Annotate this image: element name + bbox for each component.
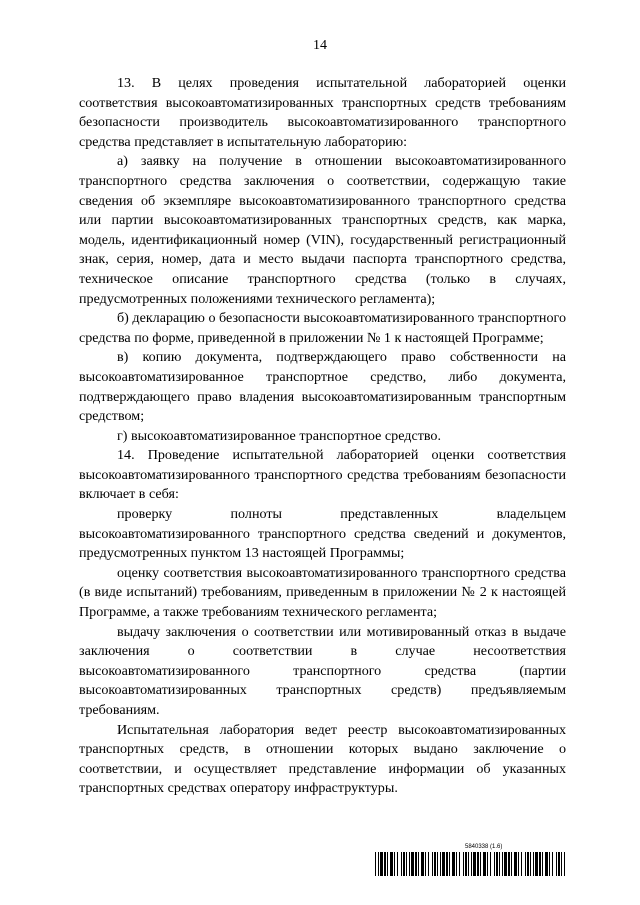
barcode-bar <box>473 852 476 876</box>
barcode-bar <box>452 852 455 876</box>
barcode-bar <box>375 852 376 876</box>
barcode-bar <box>463 852 464 876</box>
barcode-bar <box>494 852 495 876</box>
paragraph-14-assess: оценку соответствия высокоавтоматизированного транспортного средства (в виде испытаний) требованиям, приведенным в приложении № 2 к настоящей Программе, а также требованиям технического регламента; <box>79 564 566 621</box>
barcode-bar <box>380 852 383 876</box>
barcode-bar <box>477 852 479 876</box>
barcode-bar <box>499 852 500 876</box>
barcode-icon <box>375 852 565 876</box>
barcode-bar <box>411 852 414 876</box>
paragraph-14-check: проверку полноты представленных владельцем высокоавтоматизированного транспортного средства сведений и документов, предусмотренных пунктом 13 настоящей Программы; <box>79 506 566 562</box>
barcode-bar <box>442 852 445 876</box>
barcode-bar <box>378 852 379 876</box>
barcode-bar <box>545 852 548 876</box>
paragraph-14-issue: выдачу заключения о соответствии или мотивированный отказ в выдаче заключения о соответствии в случае несоответствия высокоавтоматизированного транспортного средства (партии высокоавтоматизированных транспортных средств) предъявляемым требованиям. <box>79 623 566 718</box>
barcode-bar <box>535 852 538 876</box>
barcode-bar <box>533 852 534 876</box>
barcode-bar <box>406 852 407 876</box>
barcode-bar <box>530 852 531 876</box>
paragraph-13a: а) заявку на получение в отношении высокоавтоматизированного транспортного средства заключения о соответствии, содержащую такие сведения об экземпляре высокоавтоматизированного транспортного средства или партии высокоавтоматизированных транспортных средств, как марка, модель, идентификационный номер (VIN), государственный регистрационный знак, серия, номер, дата и место выдачи паспорта транспортного средства, техническое описание транспортного средства (только в случаях, предусмотренных положениями технического регламента); <box>79 153 566 307</box>
barcode-bar <box>409 852 410 876</box>
paragraph-13: 13. В целях проведения испытательной лабораторией оценки соответствия высокоавтоматизированных транспортных средств требованиям безопасности производитель высокоавтоматизированного транспортного средства представляет в испытательную лабораторию: <box>79 75 566 150</box>
barcode-bar <box>440 852 441 876</box>
barcode-bar <box>437 852 438 876</box>
barcode-bar <box>421 852 424 876</box>
barcode-bar <box>465 852 467 876</box>
document-code: 5840338 (1.6) <box>465 844 503 850</box>
barcode-bar <box>459 852 460 876</box>
barcode-bar <box>511 852 512 876</box>
barcode-bar <box>403 852 405 876</box>
barcode-bar <box>490 852 491 876</box>
barcode-bar <box>390 852 393 876</box>
barcode-bar <box>552 852 553 876</box>
barcode-bar <box>397 852 398 876</box>
paragraph-13b: б) декларацию о безопасности высокоавтоматизированного транспортного средства по форме, приведенной в приложении № 1 к настоящей Программе; <box>79 310 566 346</box>
barcode-bar <box>471 852 472 876</box>
barcode-bar <box>558 852 560 876</box>
barcode-bar <box>449 852 450 876</box>
barcode-bar <box>518 852 519 876</box>
paragraph-13v: в) копию документа, подтверждающего право собственности на высокоавтоматизированное транспортное средство, либо документа, подтверждающего право владения высокоавтоматизированным транспортным средством; <box>79 349 566 425</box>
barcode-bar <box>428 852 429 876</box>
barcode-bar <box>432 852 433 876</box>
paragraph-13g: г) высокоавтоматизированное транспортное средство. <box>117 427 442 444</box>
page-number: 14 <box>313 38 327 53</box>
barcode-bar <box>496 852 498 876</box>
paragraph-14: 14. Проведение испытательной лабораторией оценки соответствия высокоавтоматизированного транспортного средства требованиям безопасности включает в себя: <box>79 447 566 503</box>
barcode-bar <box>401 852 402 876</box>
barcode-bar <box>504 852 507 876</box>
barcode-bar <box>425 852 426 876</box>
document-body <box>79 74 566 799</box>
barcode-bar <box>525 852 526 876</box>
barcode-bar <box>480 852 481 876</box>
barcode-bar <box>483 852 486 876</box>
barcode-bar <box>456 852 457 876</box>
barcode-bar <box>508 852 510 876</box>
barcode-bar <box>561 852 562 876</box>
barcode-bar <box>446 852 448 876</box>
barcode-bar <box>415 852 417 876</box>
barcode-bar <box>549 852 550 876</box>
barcode-bar <box>434 852 436 876</box>
barcode-bar <box>387 852 388 876</box>
barcode-bar <box>487 852 488 876</box>
barcode-bar <box>556 852 557 876</box>
barcode-bar <box>384 852 386 876</box>
barcode-bar <box>502 852 503 876</box>
barcode-bar <box>527 852 529 876</box>
barcode-bar <box>514 852 517 876</box>
barcode-bar <box>394 852 395 876</box>
barcode-bar <box>564 852 565 876</box>
paragraph-registry: Испытательная лаборатория ведет реестр высокоавтоматизированных транспортных средств, в отношении которых выдано заключение о соответствии, и осуществляет представление информации об указанных транспортных средствах оператору инфраструктуры. <box>79 721 566 797</box>
barcode-bar <box>521 852 522 876</box>
barcode-bar <box>539 852 541 876</box>
barcode-bar <box>468 852 469 876</box>
barcode-bar <box>418 852 419 876</box>
barcode-bar <box>542 852 543 876</box>
